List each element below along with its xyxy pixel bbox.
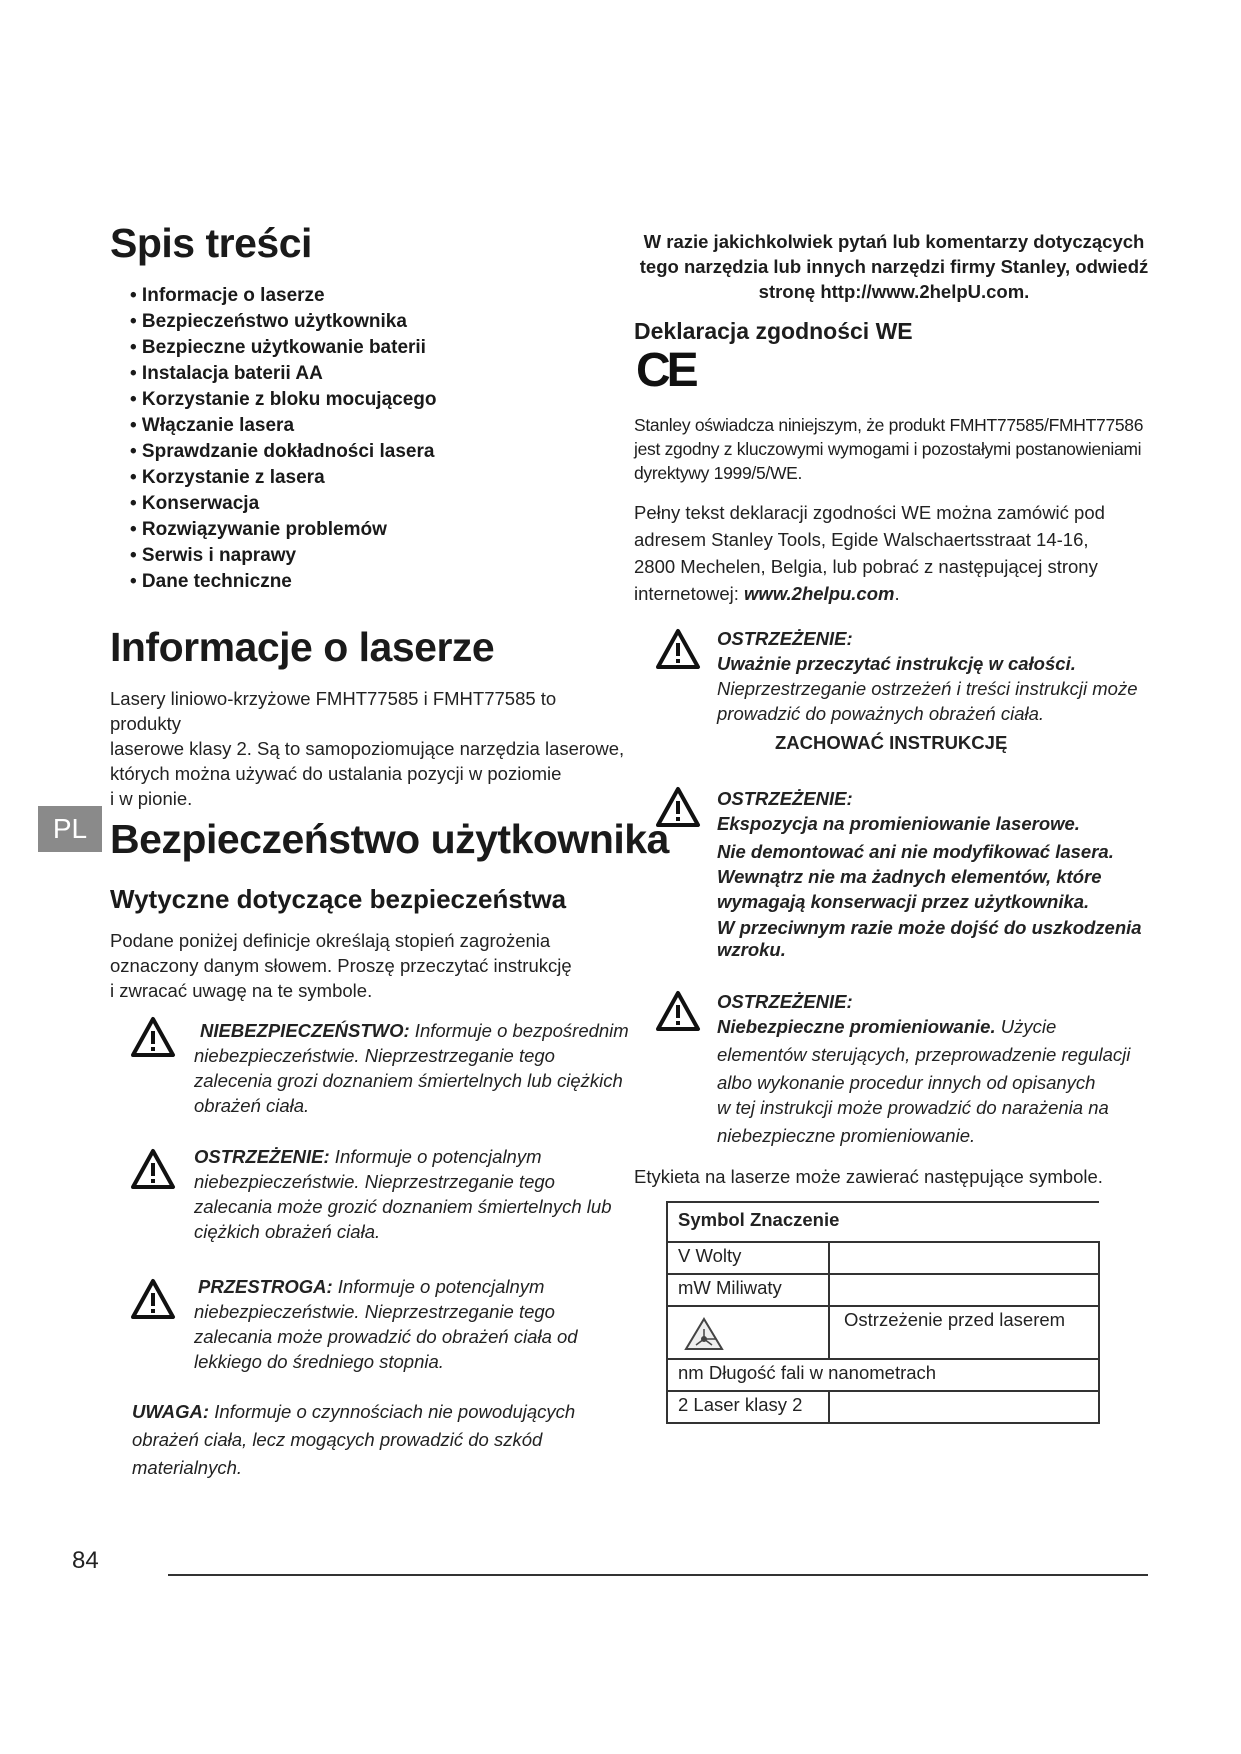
page-number: 84 <box>72 1547 99 1574</box>
toc-item[interactable]: • Dane techniczne <box>130 571 292 592</box>
caution-label: PRZESTROGA: <box>198 1276 333 1297</box>
laser-warning-icon <box>684 1317 724 1351</box>
radiation-warning <box>717 989 1207 1148</box>
text-line: materialnych. <box>132 1457 243 1478</box>
text-line: oznaczony danym słowem. Proszę przeczytać instrukcję <box>110 955 572 976</box>
table-row <box>667 1359 1099 1391</box>
text-line: W przeciwnym razie może dojść do uszkodzenia <box>717 917 1142 938</box>
text-line: laserowe klasy 2. Są to samopoziomujące narzędzia laserowe, <box>110 738 625 759</box>
text-line: tego narzędzia lub innych narzędzi firmy Stanley, odwiedź <box>639 256 1149 277</box>
text-line: niebezpieczeństwie. Nieprzestrzeganie tego <box>194 1171 555 1192</box>
declaration-para2 <box>634 499 1174 607</box>
warning-label: OSTRZEŻENIE: <box>194 1146 330 1167</box>
warning-triangle-icon <box>655 628 701 670</box>
text-line: Stanley oświadcza niniejszym, że produkt FMHT77585/FMHT77586 <box>634 415 1144 435</box>
text-line: adresem Stanley Tools, Egide Walschaertsstraat 14-16, <box>634 529 1089 550</box>
text-line: 2800 Mechelen, Belgia, lub pobrać z następującej strony <box>634 556 1098 577</box>
symbols-intro: Etykieta na laserze może zawierać następujące symbole. <box>634 1166 1103 1187</box>
text-line: których można używać do ustalania pozycji w poziomie <box>110 763 562 784</box>
text-line: Uważnie przeczytać instrukcję w całości. <box>717 653 1076 674</box>
toc-item[interactable]: • Korzystanie z lasera <box>130 467 325 488</box>
table-row <box>667 1306 1099 1359</box>
text-line: zalecenia grozi doznaniem śmiertelnych lub ciężkich <box>194 1070 623 1091</box>
laser-info-text <box>110 686 630 811</box>
toc-item[interactable]: • Instalacja baterii AA <box>130 363 323 384</box>
text-line: Pełny tekst deklaracji zgodności WE można zamówić pod <box>634 502 1105 523</box>
read-manual-warning <box>717 626 1197 755</box>
warning-triangle-icon <box>130 1148 176 1190</box>
warning-triangle-icon <box>655 990 701 1032</box>
text-line: . <box>894 583 900 604</box>
danger-label: NIEBEZPIECZEŃSTWO: <box>200 1020 410 1041</box>
ce-mark-icon: CE <box>636 344 695 397</box>
toc-item[interactable]: • Sprawdzanie dokładności lasera <box>130 441 435 462</box>
table-header: Symbol Znaczenie <box>667 1202 1099 1242</box>
warning-label: OSTRZEŻENIE: <box>717 788 853 809</box>
user-safety-title: Bezpieczeństwo użytkownika <box>110 816 669 862</box>
text-line: zalecania może prowadzić do obrażeń ciała od <box>194 1326 578 1347</box>
table-row <box>667 1242 1099 1274</box>
text-line: Informuje o potencjalnym <box>332 1276 545 1297</box>
text-line: prowadzić do poważnych obrażeń ciała. <box>717 703 1045 724</box>
text-line: w tej instrukcji może prowadzić do narażenia na <box>717 1097 1109 1118</box>
text-line: ciężkich obrażeń ciała. <box>194 1221 381 1242</box>
symbol-cell <box>667 1306 829 1359</box>
website-link[interactable]: www.2helpu.com <box>744 583 895 604</box>
text-line: Użycie <box>995 1016 1057 1037</box>
text-line: lekkiego do średniego stopnia. <box>194 1351 444 1372</box>
toc-list <box>130 283 437 595</box>
warning-triangle-icon <box>130 1278 176 1320</box>
text-line: wymagają konserwacji przez użytkownika. <box>717 891 1090 912</box>
toc-item[interactable]: • Informacje o laserze <box>130 285 325 306</box>
text-line: wzroku. <box>717 939 786 960</box>
meaning-cell <box>829 1242 1099 1274</box>
text-line: obrażeń ciała, lecz mogących prowadzić do szkód <box>132 1429 543 1450</box>
text-line: Ekspozycja na promieniowanie laserowe. <box>717 813 1080 834</box>
text-line: zalecania może grozić doznaniem śmiertelnych lub <box>194 1196 612 1217</box>
meaning-cell <box>829 1391 1099 1423</box>
text-line: W razie jakichkolwiek pytań lub komentarzy dotyczących <box>643 231 1145 252</box>
footer-rule <box>168 1574 1148 1576</box>
toc-item[interactable]: • Bezpieczne użytkowanie baterii <box>130 337 426 358</box>
meaning-cell: Ostrzeżenie przed laserem <box>829 1306 1099 1359</box>
warning-label: OSTRZEŻENIE: <box>717 991 853 1012</box>
toc-title: Spis treści <box>110 220 312 266</box>
danger-definition <box>194 1018 634 1118</box>
warning-triangle-icon <box>655 786 701 828</box>
toc-item[interactable]: • Włączanie lasera <box>130 415 295 436</box>
caution-definition <box>194 1274 634 1374</box>
warning-definition <box>194 1144 634 1244</box>
toc-item[interactable]: • Konserwacja <box>130 493 260 514</box>
toc-item[interactable]: • Bezpieczeństwo użytkownika <box>130 311 407 332</box>
text-line: obrażeń ciała. <box>194 1095 310 1116</box>
text-line: Podane poniżej definicje określają stopień zagrożenia <box>110 930 551 951</box>
text-line: Nieprzestrzeganie ostrzeżeń i treści instrukcji może <box>717 678 1138 699</box>
text-line: Informuje o bezpośrednim <box>409 1020 629 1041</box>
text-line: niebezpieczeństwie. Nieprzestrzeganie tego <box>194 1301 555 1322</box>
text-line: Informuje o czynnościach nie powodujących <box>209 1401 576 1422</box>
symbol-cell: V Wolty <box>667 1242 829 1274</box>
text-line: niebezpieczeństwie. Nieprzestrzeganie tego <box>194 1045 555 1066</box>
notice-label: UWAGA: <box>132 1401 210 1422</box>
declaration-para1 <box>634 413 1194 485</box>
language-tab: PL <box>38 806 102 852</box>
warning-triangle-icon <box>130 1016 176 1058</box>
meaning-cell <box>829 1274 1099 1306</box>
text-line: Nie demontować ani nie modyfikować lasera. <box>717 841 1114 862</box>
text-line: i zwracać uwagę na te symbole. <box>110 980 373 1001</box>
contact-link[interactable]: stronę http://www.2helpU.com. <box>758 281 1030 302</box>
symbol-cell: mW Miliwaty <box>667 1274 829 1306</box>
text-line: niebezpieczne promieniowanie. <box>717 1125 976 1146</box>
symbol-cell: 2 Laser klasy 2 <box>667 1391 829 1423</box>
safety-guidelines-subtitle: Wytyczne dotyczące bezpieczeństwa <box>110 884 567 914</box>
text-line: Informuje o potencjalnym <box>329 1146 542 1167</box>
text-line: dyrektywy 1999/5/WE. <box>634 463 803 483</box>
warning-label: OSTRZEŻENIE: <box>717 628 853 649</box>
laser-info-title: Informacje o laserze <box>110 624 495 670</box>
contact-info <box>634 229 1154 304</box>
notice-definition <box>132 1398 632 1482</box>
laser-exposure-warning <box>717 786 1207 961</box>
text-line: internetowej: <box>634 583 745 604</box>
toc-item[interactable]: • Serwis i naprawy <box>130 545 297 566</box>
text-line: Lasery liniowo-krzyżowe FMHT77585 i FMHT77585 to produkty <box>110 688 557 734</box>
table-header-row <box>667 1202 1099 1242</box>
symbol-cell: nm Długość fali w nanometrach <box>667 1359 1099 1391</box>
table-row <box>667 1274 1099 1306</box>
save-instructions-label: ZACHOWAĆ INSTRUKCJĘ <box>775 732 1008 753</box>
safety-intro <box>110 928 630 1003</box>
text-line: Niebezpieczne promieniowanie. <box>717 1016 996 1037</box>
text-line: albo wykonanie procedur innych od opisanych <box>717 1072 1096 1093</box>
text-line: i w pionie. <box>110 788 193 809</box>
toc-item[interactable]: • Korzystanie z bloku mocującego <box>130 389 437 410</box>
text-line: jest zgodny z kluczowymi wymogami i pozostałymi postanowieniami <box>634 439 1142 459</box>
symbols-table <box>666 1201 1100 1424</box>
toc-item[interactable]: • Rozwiązywanie problemów <box>130 519 387 540</box>
text-line: elementów sterujących, przeprowadzenie regulacji <box>717 1044 1131 1065</box>
declaration-title: Deklaracja zgodności WE <box>634 318 913 344</box>
table-row <box>667 1391 1099 1423</box>
text-line: Wewnątrz nie ma żadnych elementów, które <box>717 866 1102 887</box>
